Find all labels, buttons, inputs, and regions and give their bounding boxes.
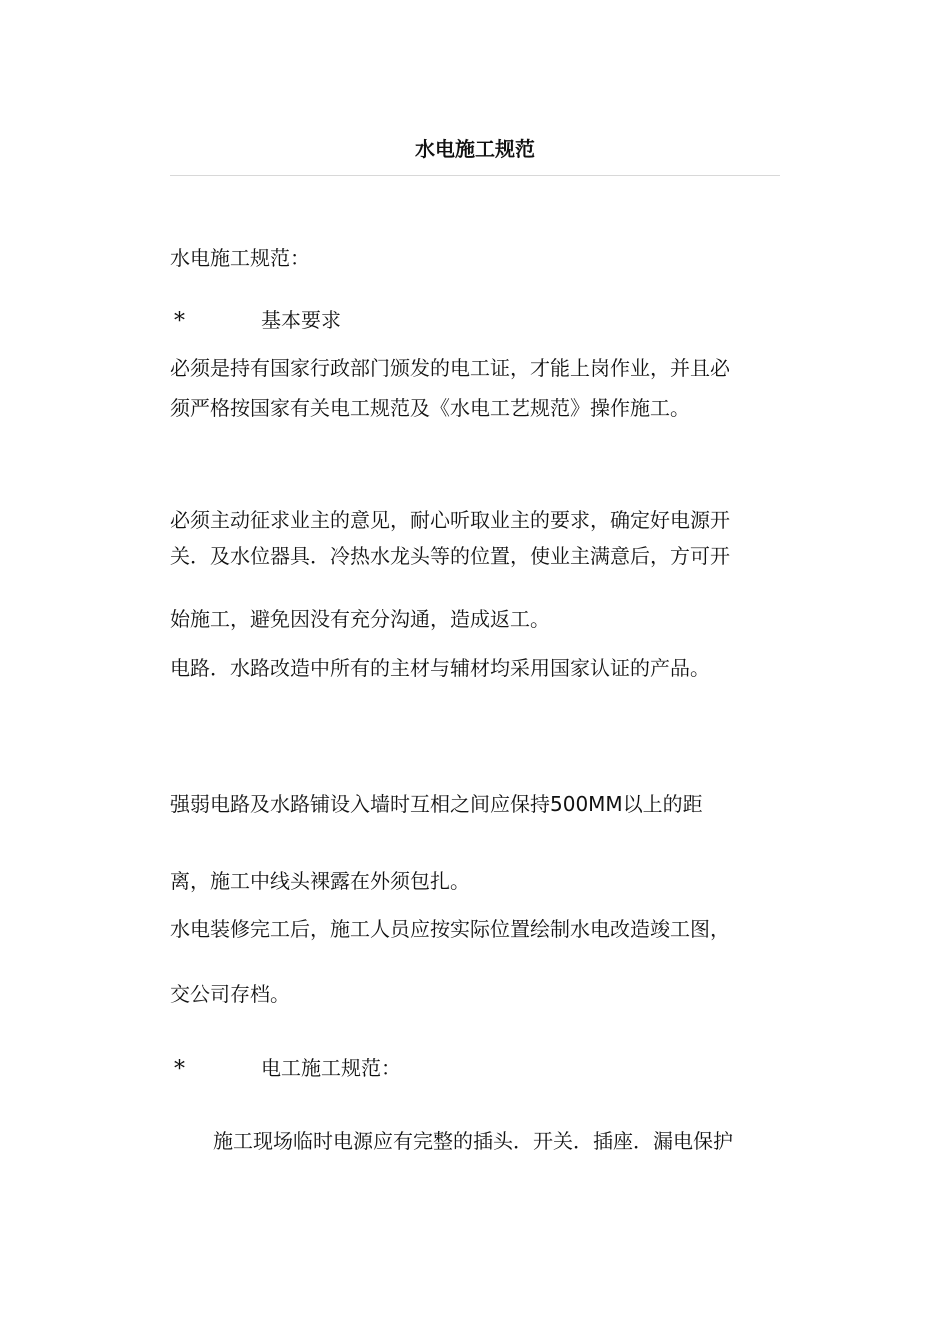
document-title: 水电施工规范 — [415, 137, 535, 161]
paragraph-line: 必须是持有国家行政部门颁发的电工证，才能上岗作业，并且必 — [170, 356, 730, 380]
paragraph-line — [170, 790, 703, 818]
paragraph-line: 离，施工中线头裸露在外须包扎。 — [170, 869, 470, 893]
title-divider — [170, 175, 780, 176]
paragraph-line: 关．及水位器具．冷热水龙头等的位置，使业主满意后，方可开 — [170, 544, 730, 568]
paragraph-text: 以上的距 — [622, 792, 703, 816]
section-heading-basic-requirements: 基本要求 — [261, 308, 341, 332]
paragraph-line: 电路．水路改造中所有的主材与辅材均采用国家认证的产品。 — [170, 656, 710, 680]
section-heading-electrical-spec: 电工施工规范： — [261, 1056, 401, 1080]
measurement-value: 500MM — [550, 792, 623, 816]
paragraph-line: 交公司存档。 — [170, 982, 290, 1006]
section-bullet: * — [174, 1057, 185, 1082]
section-bullet: * — [174, 309, 185, 334]
paragraph-line: 必须主动征求业主的意见，耐心听取业主的要求，确定好电源开 — [170, 508, 730, 532]
paragraph-line: 须严格按国家有关电工规范及《水电工艺规范》操作施工。 — [170, 396, 690, 420]
paragraph-line: 施工现场临时电源应有完整的插头．开关．插座．漏电保护 — [213, 1129, 733, 1153]
paragraph-line: 始施工，避免因没有充分沟通，造成返工。 — [170, 607, 550, 631]
intro-line: 水电施工规范： — [170, 246, 310, 270]
paragraph-line: 水电装修完工后，施工人员应按实际位置绘制水电改造竣工图， — [170, 917, 730, 941]
paragraph-text: 强弱电路及水路铺设入墙时互相之间应保持 — [170, 792, 550, 816]
